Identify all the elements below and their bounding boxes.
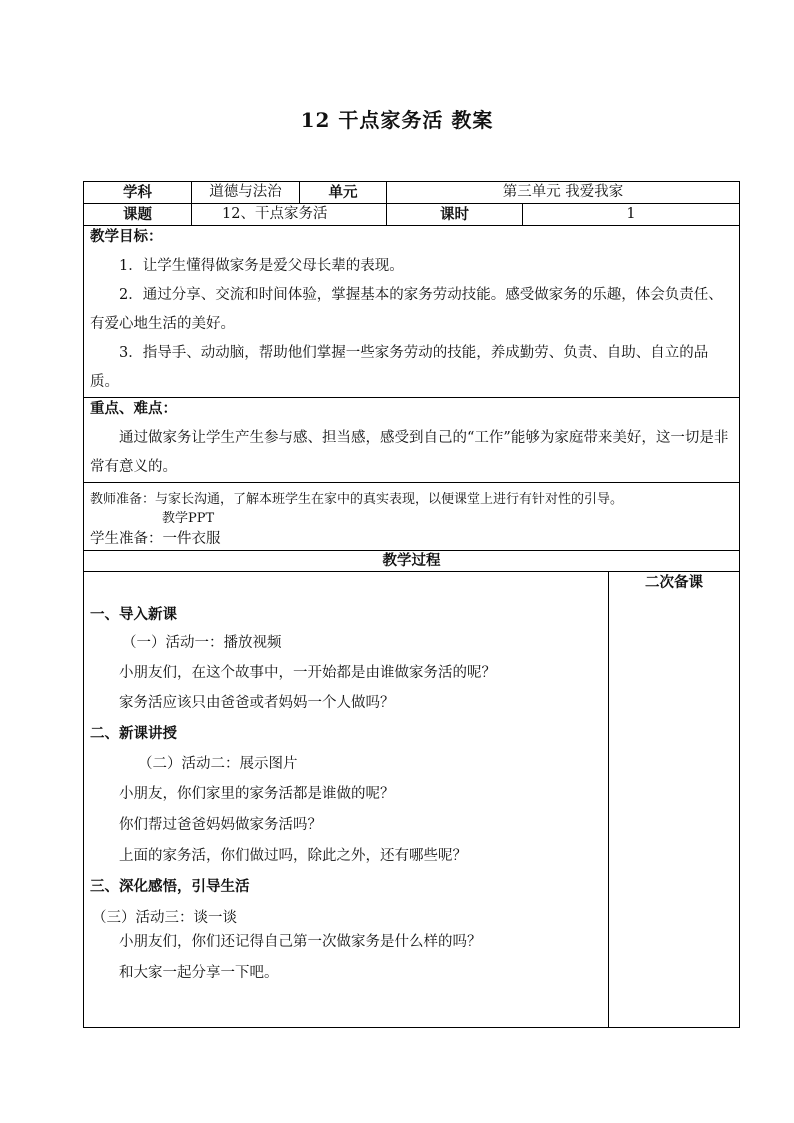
process-line: 家务活应该只由爸爸或者妈妈一个人做吗？ — [119, 695, 395, 711]
subject-value: 道德与法治 — [192, 182, 300, 204]
teacher-preparation-extra: 教学PPT — [162, 511, 215, 526]
activity-line: （二）活动二：展示图片 — [138, 756, 298, 772]
process-line: 小朋友，你们家里的家务活都是谁做的呢？ — [119, 786, 395, 802]
section-heading: 一、导入新课 — [90, 606, 177, 623]
process-line: 小朋友们，在这个故事中，一开始都是由谁做家务活的呢？ — [119, 665, 496, 681]
hours-label: 课时 — [387, 204, 523, 226]
process-line: 和大家一起分享一下吧。 — [119, 965, 279, 981]
unit-value: 第三单元 我爱我家 — [387, 182, 740, 204]
teacher-preparation: 教师准备：与家长沟通，了解本班学生在家中的真实表现，以便课堂上进行有针对性的引导。 — [90, 492, 624, 507]
second-preparation-label: 二次备课 — [645, 574, 703, 591]
preparation-row — [84, 483, 740, 551]
process-line: 上面的家务活，你们做过吗，除此之外，还有哪些呢？ — [119, 848, 467, 864]
process-content — [84, 572, 609, 1027]
objectives-row — [84, 226, 740, 398]
topic-label: 课题 — [84, 204, 192, 226]
objective-item: 1．让学生懂得做家务是爱父母长辈的表现。 — [119, 258, 404, 274]
section-heading: 三、深化感悟，引导生活 — [90, 878, 250, 895]
objective-item: 3．指导手、动动脑，帮助他们掌握一些家务劳动的技能，养成勤劳、负责、自助、自立的品质。 — [90, 345, 709, 390]
process-line: 你们帮过爸爸妈妈做家务活吗？ — [119, 817, 322, 833]
activity-line: （三）活动三：谈一谈 — [92, 910, 237, 926]
key-points-text: 通过做家务让学生产生参与感、担当感，感受到自己的“工作”能够为家庭带来美好，这一切是非常有意义的。 — [90, 430, 729, 475]
activity-line: （一）活动一：播放视频 — [122, 635, 282, 651]
topic-value: 12、干点家务活 — [192, 204, 387, 226]
student-preparation: 学生准备：一件衣服 — [90, 531, 221, 547]
lesson-plan-table — [83, 181, 740, 1028]
process-label: 教学过程 — [84, 551, 740, 572]
process-header-row — [84, 551, 740, 572]
unit-label: 单元 — [300, 182, 387, 204]
key-points-label: 重点、难点： — [90, 400, 177, 417]
process-line: 小朋友们，你们还记得自己第一次做家务是什么样的吗？ — [119, 934, 482, 950]
objective-item: 2．通过分享、交流和时间体验，掌握基本的家务劳动技能。感受做家务的乐趣，体会负责任、有爱心地生活的美好。 — [90, 287, 723, 332]
objectives-label: 教学目标： — [90, 228, 163, 245]
page-title: 12 干点家务活 教案 — [300, 108, 494, 132]
process-row — [84, 572, 740, 1028]
header-row-2 — [84, 204, 740, 226]
key-points-row — [84, 398, 740, 483]
section-heading: 二、新课讲授 — [90, 725, 177, 742]
subject-label: 学科 — [84, 182, 192, 204]
hours-value: 1 — [523, 204, 740, 226]
header-row-1 — [84, 182, 740, 204]
